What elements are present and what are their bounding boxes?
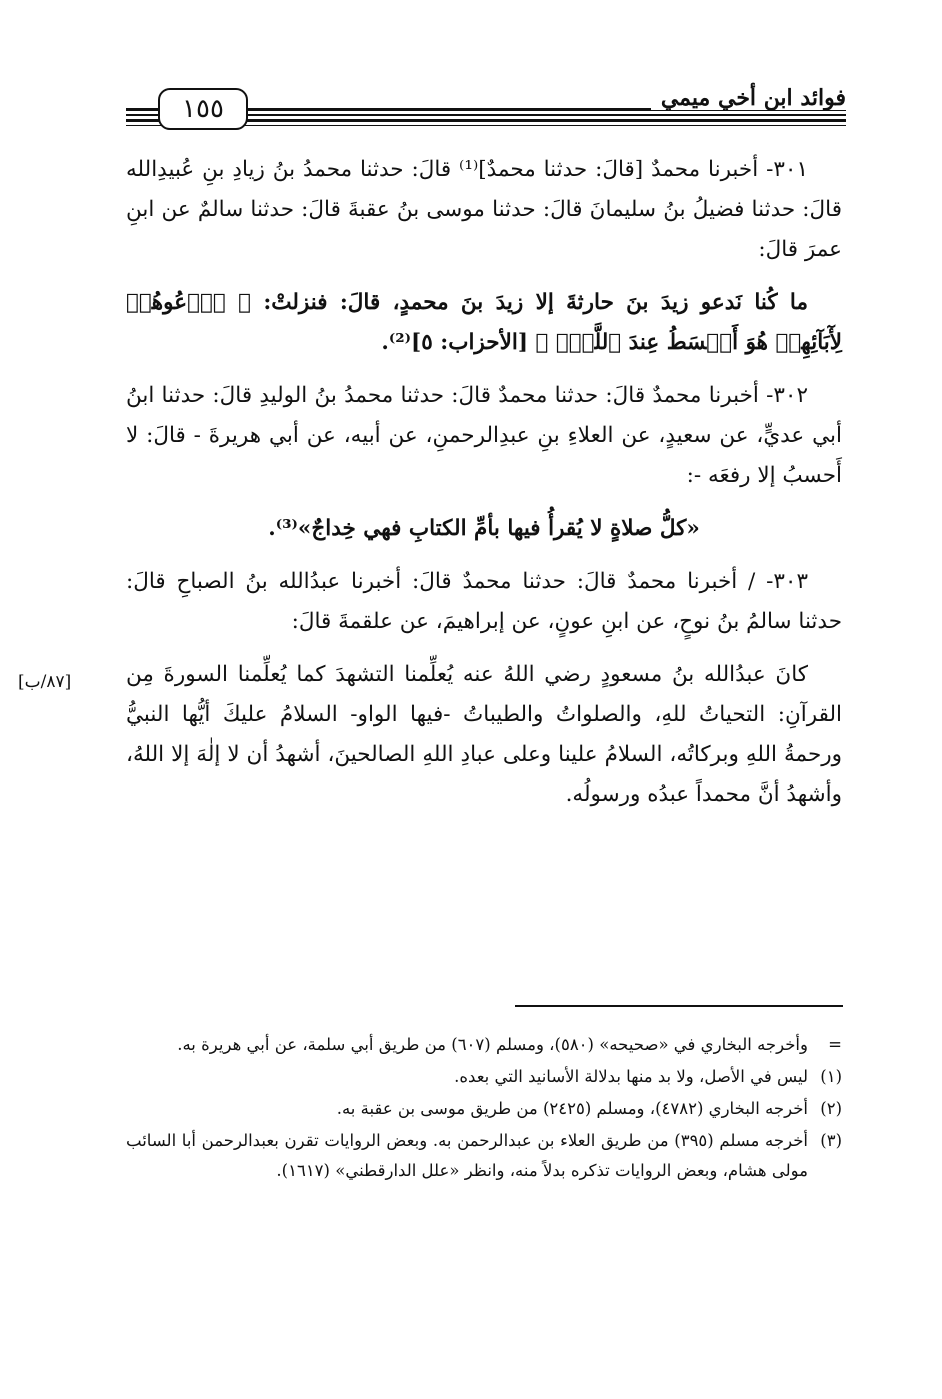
page-header [126, 78, 846, 132]
hadith-302: «كلُّ صلاةٍ لا يُقرأُ فيها بأمِّ الكتابِ فهي خِداجٌ»⁽³⁾. [268, 516, 700, 541]
main-text [126, 150, 842, 828]
footnote [126, 1030, 842, 1060]
footnote-text: أخرجه البخاري (٤٧٨٢)، ومسلم (٢٤٢٥) من طريق موسى بن عقبة به. [336, 1099, 808, 1118]
paragraph-302: ٣٠٢- أخبرنا محمدٌ قالَ: حدثنا محمدٌ قالَ: حدثنا محمدُ بنُ الوليدِ قالَ: حدثنا ابنُ أبي عديٍّ، عن سعيدٍ، عن العلاءِ بنِ عبدِالرحمنِ، عن أبيه، عن أبي هريرةَ - قالَ: لا أَحسبُ إلا رفعَه -: [126, 383, 842, 488]
footnote-divider [515, 1005, 843, 1007]
footnote-text: ليس في الأصل، ولا بد منها بدلالة الأسانيد التي بعده. [454, 1067, 808, 1086]
footnote-number: = [828, 1035, 842, 1054]
paragraph-303-text: كانَ عبدُالله بنُ مسعودٍ رضي اللهُ عنه يُعلِّمنا التشهدَ كما يُعلِّمنا السورةَ مِن القرآنِ: التحياتُ للهِ، والصلواتُ والطيباتُ -فيها الواو- السلامُ عليكَ أيُّها النبيُّ ورحمةُ اللهِ وبركاتُه، السلامُ علينا وعلى عبادِ اللهِ الصالحينَ، أشهدُ أن لا إلٰهَ إلا اللهُ، وأشهدُ أنَّ محمداً عبدُه ورسولُه. [126, 662, 842, 807]
footnote-text: أخرجه مسلم (٣٩٥) من طريق العلاء بن عبدالرحمن به. وبعض الروايات تقرن بعبدالرحمن أبا السائب مولى هشام، وبعض الروايات تذكره بدلاً منه، وانظر «علل الدارقطني» (١٦١٧). [126, 1131, 808, 1180]
footnote [126, 1062, 842, 1092]
page-number: ١٥٥ [158, 88, 248, 130]
running-title: فوائد ابن أخي ميمي [651, 86, 846, 110]
footnote [126, 1094, 842, 1124]
footnote-text: وأخرجه البخاري في «صحيحه» (٥٨٠)، ومسلم (٦٠٧) من طريق أبي سلمة، عن أبي هريرة به. [177, 1035, 808, 1054]
footnote [126, 1126, 842, 1186]
paragraph-301: ٣٠١- أخبرنا محمدٌ [قالَ: حدثنا محمدٌ]⁽¹⁾ قالَ: حدثنا محمدُ بنُ زيادِ بنِ عُبيدِالله قالَ: حدثنا فضيلُ بنُ سليمانَ قالَ: حدثنا موسى بنُ عقبةَ قالَ: حدثنا سالمٌ عن ابنِ عمرَ قالَ: [126, 157, 842, 262]
footnote-number: (٣) [820, 1131, 842, 1150]
margin-folio-marker: [٨٧/ب] [18, 672, 72, 692]
quote-301: ما كُنا نَدعو زيدَ بنَ حارثةَ إلا زيدَ بنَ محمدٍ، قالَ: فنزلتْ: ﴿ ٱدۡعُوهُمۡ لِأٓبَآئِهِمۡ هُوَ أَقۡسَطُ عِندَ ٱللَّهِۚ ﴾ [الأحزاب: ٥]⁽²⁾. [126, 290, 842, 355]
footnotes [126, 1030, 842, 1188]
footnote-number: (١) [820, 1067, 842, 1086]
footnote-number: (٢) [820, 1099, 842, 1118]
paragraph-303: ٣٠٣- / أخبرنا محمدٌ قالَ: حدثنا محمدٌ قالَ: أخبرنا عبدُالله بنُ الصباحِ قالَ: حدثنا سالمُ بنُ نوحٍ، عن ابنِ عونٍ، عن إبراهيمَ، عن علقمةَ قالَ: [126, 569, 842, 634]
